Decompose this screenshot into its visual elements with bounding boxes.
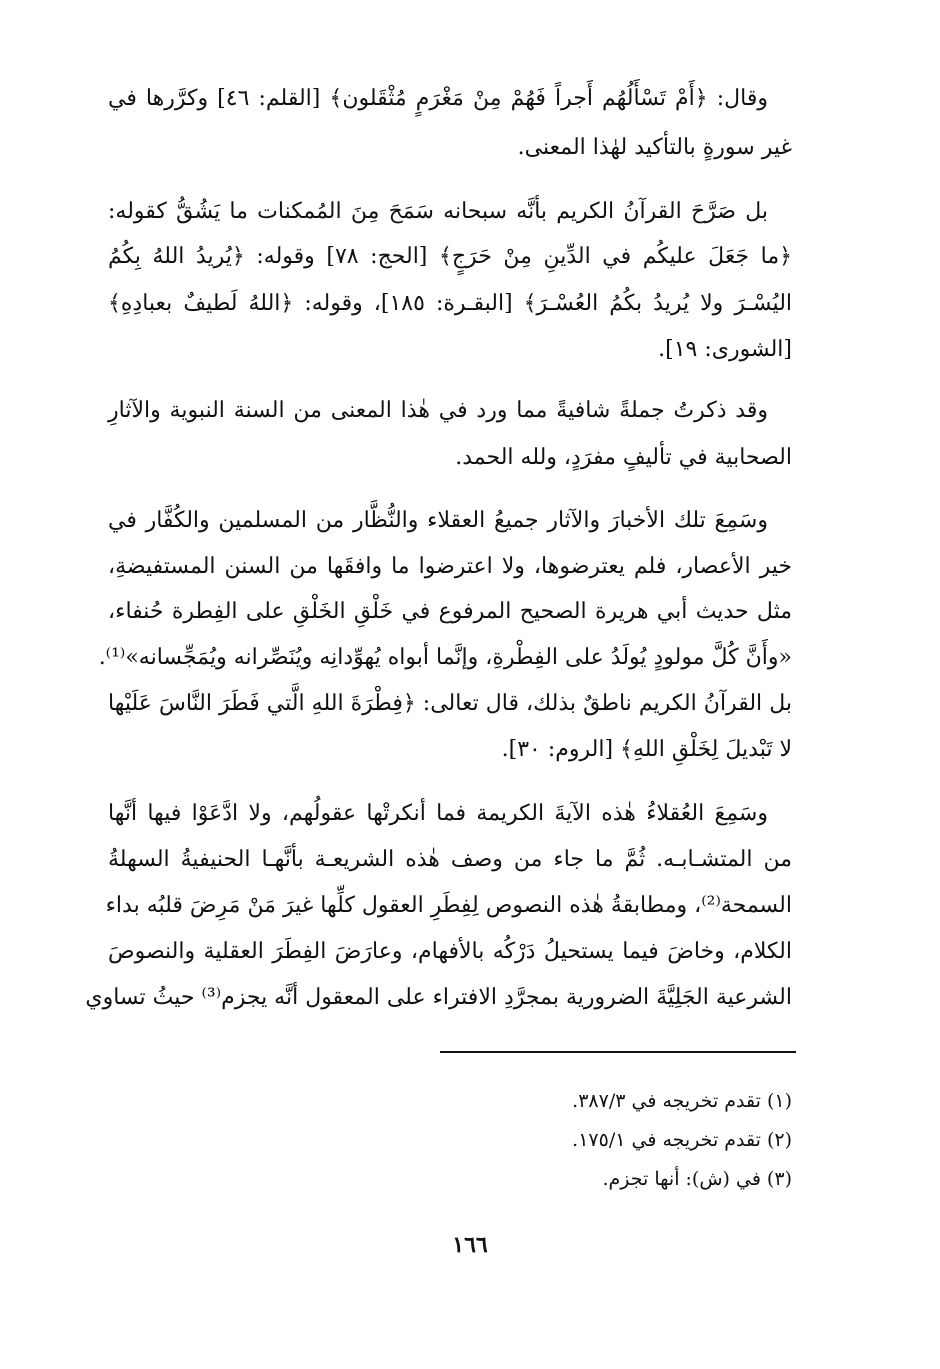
text-line: غير سورةٍ بالتأكيد لهٰذا المعنى. xyxy=(517,135,792,160)
text-line: لا تَبْديلَ لِخَلْقِ اللهِ﴾ [الروم: ٣٠]. xyxy=(501,737,792,762)
text-line: وسَمِعَ تلك الأخبارَ والآثار جميعُ العقلاء والنُّظَّار من المسلمين والكُفَّار في xyxy=(108,508,768,533)
text-line: وسَمِعَ العُقلاءُ هٰذه الآيةَ الكريمة فما أنكرتْها عقولُهم، ولا ادَّعَوْا فيها أنَّها xyxy=(108,801,768,826)
page-number: ١٦٦ xyxy=(452,1232,488,1258)
text-line: الشرعية الجَلِيَّةَ الضرورية بمجرَّدِ الافتراء على المعقول أنَّه يجزم⁽³⁾ حيثُ تساوي xyxy=(85,985,792,1010)
text-line: بل صَرَّحَ القرآنُ الكريم بأنَّه سبحانه سَمَحَ مِنَ المُمكنات ما يَشُقُّ كقوله: xyxy=(108,199,768,224)
text-line: بل القرآنُ الكريم ناطقٌ بذلك، قال تعالى: ﴿فِطْرَةَ اللهِ الَّتي فَطَرَ النَّاسَ عَلَيْها xyxy=(108,691,792,716)
text-line: مثل حديث أبي هريرة الصحيح المرفوع في خَلْقِ الخَلْقِ على الفِطرة حُنفاء، xyxy=(108,599,792,624)
text-line: اليُسْـرَ ولا يُريدُ بكُمُ العُسْـرَ﴾ [البقـرة: ١٨٥]، وقوله: ﴿اللهُ لَطيفٌ بعبادِهِ﴾ xyxy=(108,291,793,316)
footnote: (٢) تقدم تخريجه في ١٧٥/١. xyxy=(572,1129,792,1151)
text-line: ﴿ما جَعَلَ عليكُم في الدِّينِ مِنْ حَرَجٍ﴾ [الحج: ٧٨] وقوله: ﴿يُريدُ اللهُ بِكُمُ xyxy=(108,244,792,269)
text-line: «وأَنَّ كُلَّ مولودٍ يُولَدُ على الفِطْرةِ، وإنَّما أبواه يُهوِّدانِه ويُنَصِّرانه ويُمَجِّسانه»⁽¹⁾. xyxy=(98,645,792,670)
footnote-separator xyxy=(440,1051,796,1053)
text-line: وقال: ﴿أَمْ تَسْأَلُهُم أَجراً فَهُمْ مِنْ مَغْرَمٍ مُثْقَلون﴾ [القلم: ٤٦] وكرَّرها في xyxy=(108,86,768,111)
text-line: الصحابية في تأليفٍ مفرَدٍ، ولله الحمد. xyxy=(455,445,792,470)
text-line: السمحة⁽²⁾، ومطابقةُ هٰذه النصوص لِفِطَرِ العقول كلِّها غيرَ مَنْ مَرِضَ قلبُه بداء xyxy=(105,893,792,918)
text-line: خير الأعصار، فلم يعترضوها، ولا اعترضوا ما وافقَها من السنن المستفيضةِ، xyxy=(108,554,792,579)
text-line: [الشورى: ١٩]. xyxy=(658,337,792,362)
text-line: وقد ذكرتُ جملةً شافيةً مما ورد في هٰذا المعنى من السنة النبوية والآثارِ xyxy=(108,398,768,423)
footnote: (١) تقدم تخريجه في ٣٨٧/٣. xyxy=(572,1090,792,1112)
text-line: الكلام، وخاضَ فيما يستحيلُ دَرْكُه بالأفهام، وعارَضَ الفِطَرَ العقلية والنصوصَ xyxy=(108,939,792,964)
text-line: من المتشـابـه. ثُمَّ ما جاء من وصف هٰذه الشريعـة بأنَّهـا الحنيفيةُ السهلةُ xyxy=(108,847,792,872)
footnote: (٣) في (ش): أنها تجزم. xyxy=(602,1168,792,1190)
